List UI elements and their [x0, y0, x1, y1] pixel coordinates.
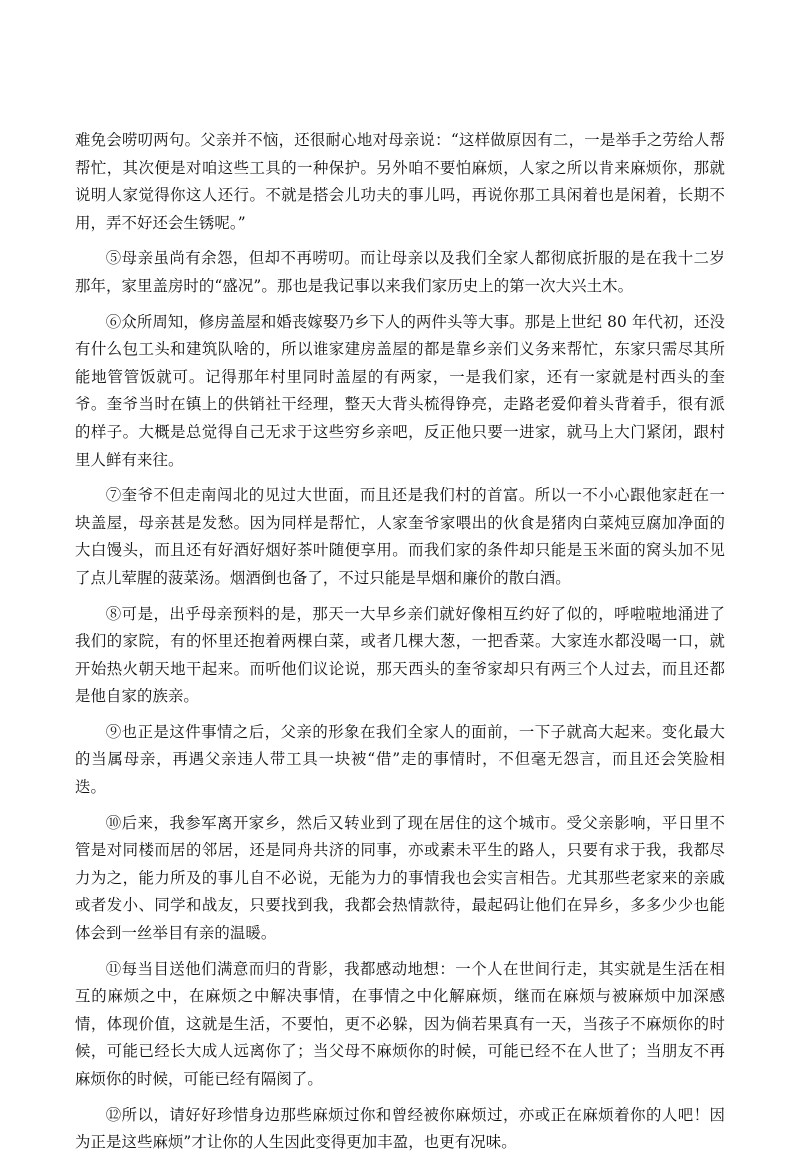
paragraph-11: ⑪每当目送他们满意而归的背影，我都感动地想：一个人在世间行走，其实就是生活在相互的麻烦之中，在麻烦之中解决事情，在事情之中化解麻烦，继而在麻烦与被麻烦中加深感情，体现价值，这就是生活，不要怕，更不必躲，因为倘若果真有一天，当孩子不麻烦你的时候，可能已经长大成人远离你了；当父母不麻烦你的时候，可能已经不在人世了；当朋友不再麻烦你的时候，可能已经有隔阂了。 — [75, 959, 725, 1088]
paragraph-10: ⑩后来，我参军离开家乡，然后又转业到了现在居住的这个城市。受父亲影响，平日里不管是对同楼而居的邻居，还是同舟共济的同事，亦或素未平生的路人，只要有求于我，我都尽力为之，能力所及的事儿自不必说，无能为力的事情我也会实言相告。尤其那些老家来的亲戚或者发小、同学和战友，只要找到我，我都会热情款待，最起码让他们在异乡，多多少少也能体会到一丝举目有亲的温暖。 — [75, 813, 725, 943]
paragraph-6: ⑥众所周知，修房盖屋和婚丧嫁娶乃乡下人的两件头等大事。那是上世纪 80 年代初，还没有什么包工头和建筑队啥的，所以谁家建房盖屋的都是靠乡亲们义务来帮忙，东家只需尽其所能地管管饭就可。记得那年村里同时盖屋的有两家，一是我们家，还有一家就是村西头的奎爷。奎爷当时在镇上的供销社干经理，整天大背头梳得铮亮，走路老爱仰着头背着手，很有派的样子。大概是总觉得自己无求于这些穷乡亲吧，反正他只要一进家，就马上大门紧闭，跟村里人鲜有来往。 — [75, 312, 725, 469]
paragraph-continued: 难免会唠叨两句。父亲并不恼，还很耐心地对母亲说：“这样做原因有二，一是举手之劳给人帮帮忙，其次便是对咱这些工具的一种保护。另外咱不要怕麻烦，人家之所以肯来麻烦你，那就说明人家觉得你这人还行。不就是搭会儿功夫的事儿吗，再说你那工具闲着也是闲着，长期不用，弄不好还会生锈呢。” — [75, 131, 725, 232]
paragraph-9: ⑨也正是这件事情之后，父亲的形象在我们全家人的面前，一下子就高大起来。变化最大的当属母亲，再遇父亲违人带工具一块被“借”走的事情时，不但毫无怨言，而且还会笑脸相迭。 — [75, 722, 725, 797]
paragraph-5: ⑤母亲虽尚有余怨，但却不再唠叨。而让母亲以及我们全家人都彻底折服的是在我十二岁那年，家里盖房时的“盛况”。那也是我记事以来我们家历史上的第一次大兴土木。 — [75, 249, 725, 295]
article-body — [75, 127, 725, 1165]
paragraph-8: ⑧可是，出乎母亲预料的是，那天一大早乡亲们就好像相互约好了似的，呼啦啦地涌进了我们的家院，有的怀里还抱着两棵白菜，或者几棵大葱，一把香菜。大家连水都没喝一口，就开始热火朝天地干起来。而听他们议论说，那天西头的奎爷家却只有两三个人过去，而且还都是他自家的族亲。 — [75, 604, 725, 706]
paragraph-7: ⑦奎爷不但走南闯北的见过大世面，而且还是我们村的首富。所以一不小心跟他家赶在一块盖屋，母亲甚是发愁。因为同样是帮忙，人家奎爷家喂出的伙食是猪肉白菜炖豆腐加净面的大白馒头，而且还有好酒好烟好茶叶随便享用。而我们家的条件却只能是玉米面的窝头加不见了点儿荤腥的菠菜汤。烟酒倒也备了，不过只能是旱烟和廉价的散白酒。 — [75, 486, 725, 587]
paragraph-12: ⑫所以，请好好珍惜身边那些麻烦过你和曾经被你麻烦过，亦或正在麻烦着你的人吧！因为正是这些麻烦”才让你的人生因此变得更加丰盈，也更有况味。 — [75, 1105, 725, 1152]
